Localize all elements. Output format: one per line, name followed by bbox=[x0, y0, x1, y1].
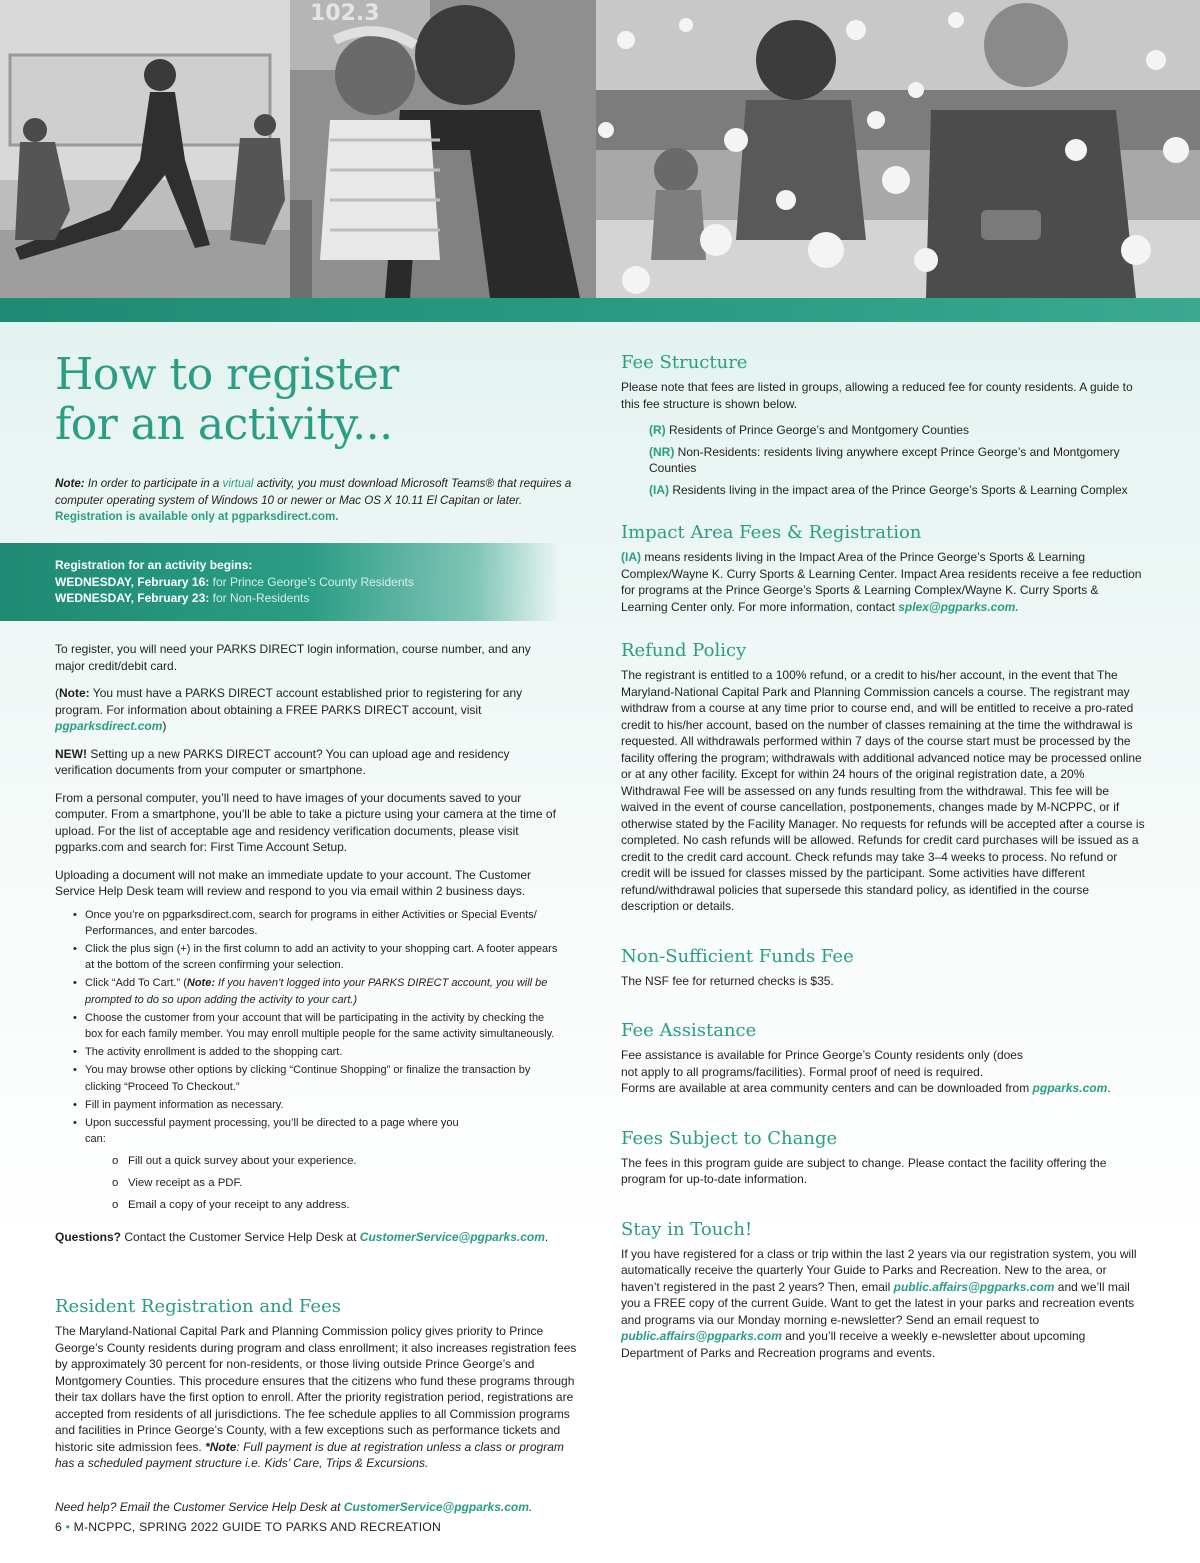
nsf-section bbox=[621, 945, 1146, 990]
accent-band bbox=[0, 298, 1200, 322]
left-column bbox=[55, 350, 577, 526]
page-number: 6 bbox=[55, 1520, 62, 1534]
list-item: o Email a copy of your receipt to any address. bbox=[55, 1197, 560, 1213]
page-title bbox=[55, 350, 577, 450]
registration-link[interactable]: Registration is available only at pgparksdirect.com. bbox=[55, 510, 339, 523]
svg-text:102.3: 102.3 bbox=[310, 1, 380, 26]
add-to-cart-text: Click “Add To Cart.” ( bbox=[85, 977, 187, 990]
refund-policy-text: The registrant is entitled to a 100% refund, or a credit to his/her account, in the event that The Maryland-National Capital Park and Planning Commission cancels a course. The registrant may withdraw from a course at any time prior to course end, and will be entitled to receive a pro-rated credit to his/her account, based on the number of classes remaining at the time the withdrawal is requested. All withdrawals performed within 7 days of the course start must be processed by the facility offering the program; withdrawals with additional advanced notice may be processed online or at any other facility. Except for within 24 hours of the original registration date, a 20% Withdrawal Fee will be assessed on any funds resulting from the withdrawal. This fee will be waived in the event of course cancellation, postponements, changes made by M-NCPPC, or if otherwise stated by the Facility Manager. No requests for refunds will be accepted after a course is completed. No cash refunds will be allowed. Refunds for credit card purchases will be issued as a credit to the credit card account. Check refunds may take 3–4 weeks to process. No refund or credit will be issued for classes missed by the participant. Some activities have different refund/withdrawal policies that supersede this standard policy, as identified in the course description or details. bbox=[621, 668, 1145, 913]
nsf-text: The NSF fee for returned checks is $35. bbox=[621, 973, 834, 988]
registration-date-2-text: for Non-Residents bbox=[209, 591, 310, 605]
need-help-line bbox=[55, 1499, 580, 1516]
photo-children-foam-party-icon bbox=[596, 0, 1200, 298]
stay-in-touch-text bbox=[621, 1246, 1146, 1362]
registration-date-1: WEDNESDAY, February 16: bbox=[55, 574, 210, 589]
impact-area-text bbox=[621, 549, 1146, 615]
fee-code-nr-text: Non-Residents: residents living anywhere except Prince George’s and Montgomery Counties bbox=[649, 444, 1120, 475]
registration-steps-list bbox=[55, 907, 560, 1214]
fees-change-text: The fees in this program guide are subject to change. Please contact the facility offering the program for up-to-date information. bbox=[621, 1155, 1107, 1186]
list-item bbox=[55, 975, 560, 1007]
fee-structure-heading: Fee Structure bbox=[621, 352, 748, 373]
resident-registration-text bbox=[55, 1323, 580, 1472]
touch-text-3: and you’ll receive a weekly e-newsletter about upcoming Department of Parks and Recreation programs and events. bbox=[621, 1329, 1086, 1360]
registration-begins-box bbox=[0, 543, 560, 621]
intro-paragraph-5: Uploading a document will not make an immediate update to your account. The Customer Service Help Desk team will review and respond to you via email within 2 business days. bbox=[55, 867, 532, 898]
registration-begins-title: Registration for an activity begins: bbox=[55, 558, 253, 572]
list-item: • Choose the customer from your account that will be participating in the activity by checking the box for each family member. You may enroll multiple people for the same activity simultaneously. bbox=[55, 1010, 560, 1042]
virtual-activity-note bbox=[55, 476, 577, 526]
post-payment-options-list bbox=[55, 1153, 560, 1213]
fee-structure-text: Please note that fees are listed in groups, allowing a reduced fee for county residents. A guide to this fee structure is shown below. bbox=[621, 380, 1133, 411]
photo-children-foam-party bbox=[596, 0, 1200, 298]
fee-code-ia: (IA) bbox=[649, 482, 669, 497]
list-item bbox=[649, 444, 1146, 477]
page-title-line-1: How to register bbox=[55, 349, 399, 400]
refund-policy-heading: Refund Policy bbox=[621, 640, 747, 661]
registration-date-2: WEDNESDAY, February 23: bbox=[55, 591, 210, 605]
list-item: • Fill in payment information as necessary. bbox=[55, 1097, 560, 1113]
refund-policy-section bbox=[621, 639, 1146, 915]
list-item bbox=[55, 1115, 560, 1213]
fee-assistance-section bbox=[621, 1019, 1146, 1097]
photo-mother-and-baby bbox=[290, 0, 596, 298]
questions-text: Contact the Customer Service Help Desk at bbox=[121, 1230, 360, 1245]
page-title-line-2: for an activity... bbox=[55, 399, 393, 450]
list-item: • The activity enrollment is added to the shopping cart. bbox=[55, 1044, 560, 1060]
add-to-cart-note-label: Note: bbox=[186, 977, 215, 990]
list-item: • Once you’re on pgparksdirect.com, search for programs in either Activities or Special Events/ Performances, and enter barcodes. bbox=[55, 907, 560, 939]
list-item: o View receipt as a PDF. bbox=[55, 1175, 560, 1191]
need-help-text: Need help? Email the Customer Service Help Desk at bbox=[55, 1500, 344, 1514]
intro-paragraph-2-text: You must have a PARKS DIRECT account established prior to registering for any program. For information about obtaining a FREE PARKS DIRECT account, visit bbox=[55, 686, 523, 717]
pgparksdirect-link[interactable]: pgparksdirect.com bbox=[55, 719, 163, 733]
touch-text-1: If you have registered for a class or trip within the last 2 years via our registration system, you will automatically receive the quarterly Your Guide to Parks and Recreation. New to the area, or haven’t registered in the past 2 years? Then, email bbox=[621, 1246, 1137, 1294]
public-affairs-email-link-2[interactable]: public.affairs@pgparks.com bbox=[621, 1329, 782, 1343]
intro-paragraph-3 bbox=[55, 746, 560, 779]
list-item bbox=[649, 422, 1146, 439]
virtual-text: virtual bbox=[222, 477, 254, 490]
paren-close: ) bbox=[162, 719, 167, 733]
impact-area-heading: Impact Area Fees & Registration bbox=[621, 522, 922, 543]
resident-note-label: *Note bbox=[205, 1439, 237, 1454]
fee-assistance-text bbox=[621, 1047, 1146, 1097]
note-label-2: Note: bbox=[59, 686, 90, 700]
assistance-line-3: Forms are available at area community centers and can be downloaded from bbox=[621, 1081, 1033, 1095]
fees-change-section bbox=[621, 1127, 1146, 1188]
questions-label: Questions? bbox=[55, 1230, 122, 1245]
registration-date-non-residents bbox=[55, 590, 560, 607]
new-label: NEW! bbox=[55, 746, 87, 761]
registration-date-1-text: for Prince George’s County Residents bbox=[209, 574, 414, 589]
fee-code-ia-text: Residents living in the impact area of the Prince George’s Sports & Learning Complex bbox=[669, 482, 1128, 497]
need-help-email-link[interactable]: CustomerService@pgparks.com bbox=[343, 1500, 529, 1514]
pgparks-link[interactable]: pgparks.com bbox=[1032, 1081, 1108, 1095]
resident-text-body: The Maryland-National Capital Park and Planning Commission policy gives priority to Prince George’s County residents during program and class enrollment; it also increases registration fees by approximately 30 percent for non-residents, or those living outside Prince George’s and Montgomery Counties. This procedure ensures that the citizens who fund these programs through their tax dollars have the first option to enroll. After the priority registration period, registrations are accepted from residents of all jurisdictions. The fee schedule applies to all Commission programs and facilities in Prince George’s County, with a few exceptions such as performance tickets and historic site admission fees. bbox=[55, 1324, 577, 1454]
fee-code-r-text: Residents of Prince George’s and Montgomery Counties bbox=[665, 423, 969, 437]
right-column bbox=[621, 351, 1146, 1361]
photo-fitness-class bbox=[0, 0, 290, 298]
add-to-cart-note-text: If you haven’t logged into your PARKS DIRECT account, you will be prompted to do so upon adding the activity to your cart.) bbox=[85, 977, 548, 1006]
list-item: o Fill out a quick survey about your experience. bbox=[55, 1153, 560, 1169]
impact-code: (IA) bbox=[621, 550, 641, 564]
fee-code-r: (R) bbox=[649, 423, 666, 437]
payment-step-text: Upon successful payment processing, you’ll be directed to a page where you can: bbox=[85, 1116, 459, 1146]
questions-line bbox=[55, 1229, 560, 1246]
fees-change-heading: Fees Subject to Change bbox=[621, 1127, 838, 1149]
fee-assistance-heading: Fee Assistance bbox=[621, 1020, 757, 1041]
registration-instructions bbox=[55, 641, 560, 1257]
public-affairs-email-link-1[interactable]: public.affairs@pgparks.com bbox=[893, 1279, 1055, 1294]
fee-structure-section bbox=[621, 351, 1146, 498]
intro-paragraph-2 bbox=[55, 685, 560, 735]
footer-title: M-NCPPC, SPRING 2022 GUIDE TO PARKS AND RECREATION bbox=[73, 1520, 441, 1534]
touch-text-2: and we’ll mail you a FREE copy of the current Guide. Want to get the latest in your parks and recreation events and programs via our Monday morning e-newsletter? Send an email request to bbox=[621, 1279, 1135, 1327]
assistance-line-1: Fee assistance is available for Prince George’s County residents only (does bbox=[621, 1048, 1023, 1062]
photo-strip bbox=[0, 0, 1200, 298]
resident-registration-heading: Resident Registration and Fees bbox=[55, 1296, 341, 1317]
need-help-end: . bbox=[528, 1500, 533, 1514]
footer-bullet: • bbox=[65, 1520, 71, 1534]
list-item: • You may browse other options by clicking “Continue Shopping” or finalize the transaction by clicking “Proceed To Checkout.” bbox=[55, 1062, 560, 1094]
note-text-1: In order to participate in a bbox=[84, 477, 223, 490]
photo-mother-and-baby-icon bbox=[290, 0, 596, 298]
list-item bbox=[649, 482, 1146, 499]
intro-paragraph-3-text: Setting up a new PARKS DIRECT account? You can upload age and residency verification documents from your computer or smartphone. bbox=[55, 746, 510, 777]
nsf-heading: Non-Sufficient Funds Fee bbox=[621, 945, 854, 967]
assistance-line-2: not apply to all programs/facilities). Formal proof of need is required. bbox=[621, 1064, 984, 1079]
splex-email-link[interactable]: splex@pgparks.com. bbox=[898, 599, 1019, 614]
page-footer bbox=[55, 1519, 580, 1536]
customer-service-email-link[interactable]: CustomerService@pgparks.com bbox=[359, 1230, 545, 1245]
paren-open: ( bbox=[55, 686, 59, 700]
stay-in-touch-heading: Stay in Touch! bbox=[621, 1218, 753, 1240]
assistance-end: . bbox=[1107, 1081, 1111, 1095]
fee-code-nr: (NR) bbox=[649, 444, 675, 459]
impact-area-section bbox=[621, 521, 1146, 615]
questions-end: . bbox=[544, 1230, 549, 1245]
photo-fitness-class-icon bbox=[0, 0, 290, 298]
resident-note-text: : Full payment is due at registration unless a class or program has a scheduled payment structure i.e. Kids’ Care, Trips & Excursions. bbox=[55, 1439, 564, 1470]
stay-in-touch-section bbox=[621, 1218, 1146, 1362]
resident-registration-section bbox=[55, 1295, 580, 1472]
intro-paragraph-1: To register, you will need your PARKS DIRECT login information, course number, and any major credit/debit card. bbox=[55, 642, 531, 673]
registration-date-residents bbox=[55, 574, 560, 591]
note-text-2: activity, you must download Microsoft Teams® that requires a computer operating system of Windows 10 or newer or Mac OS X 10.11 El Capitan or later. bbox=[55, 477, 572, 507]
list-item: • Click the plus sign (+) in the first column to add an activity to your shopping cart. A footer appears at the bottom of the screen confirming your selection. bbox=[55, 941, 560, 973]
intro-paragraph-4: From a personal computer, you’ll need to have images of your documents saved to your computer. From a smartphone, you’ll be able to take a picture using your camera at the time of upload. For the list of acceptable age and residency verification documents, please visit pgparks.com and search for: First Time Account Setup. bbox=[55, 790, 556, 854]
fee-group-list bbox=[649, 422, 1146, 498]
impact-text-body: means residents living in the Impact Area of the Prince George’s Sports & Learning Complex/Wayne K. Curry Sports & Learning Center. Impact Area residents receive a fee reduction for programs at the Prince George’s Sports & Learning Complex/Wayne K. Curry Sports & Learning Center only. For more information, contact bbox=[621, 550, 1142, 614]
note-label: Note: bbox=[55, 477, 85, 490]
